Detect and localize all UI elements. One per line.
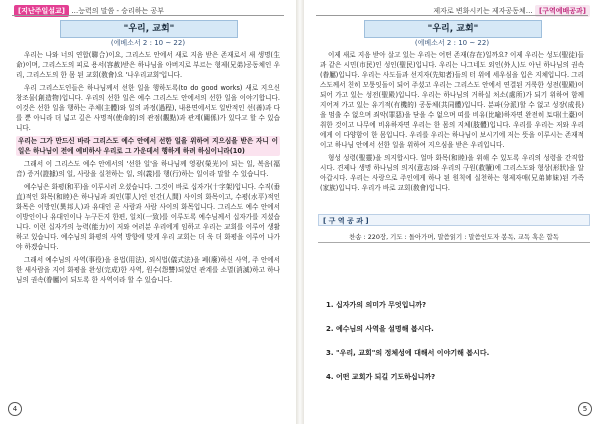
worship-order-box	[318, 214, 590, 292]
order-title: [ 구 역 공 과 ]	[318, 214, 590, 226]
right-scripture-ref: (에베소서 2 : 10 ~ 22)	[414, 39, 490, 47]
right-header-rule	[316, 15, 588, 16]
left-sermon-title: "우리, 교회"	[60, 20, 238, 38]
question-1: 1. 십자가의 의미가 무엇입니까?	[326, 301, 427, 309]
left-paragraph: 그래서 예수님의 사역(事役)을 용법(用法), 외식법(儀式法)을 폐(廢)하신 사역, 주 안에서 한 새사람을 지어 화평을 완성(完成)한 사역, 원수(怨讐)되었던 관계를 소멸(消滅)하고 하나님의 권속(眷屬)이 되도록 한 사역이라 할 수 있습니다.	[16, 256, 280, 284]
right-paragraph: 이제 새로 지음 받아 살고 있는 우리는 어떤 존재(存在)일까요? 이제 우리는 성도(聖徒)들과 같은 시민(市民)인 성인(聖民)입니다. 우리는 나그네도 외인(外人)도 아닌 하나님의 권속(眷屬)입니다. 우리는 사도들과 선지자(先知者)들의 터 위에 세우심을 입은 지체입니다. 그리스도께서 친히 모퉁잇돌이 되어 주셨고 우리는 그리스도 안에서 연결된 거룩한 성전(聖殿)이 되어 가고 있는 성전(聖殿)입니다. 우리는 하나님의 거하실 처소(處所)가 되기 위하여 함께 지어져 가고 있는 유기적(有機的) 공동체(共同體)입니다. 분파(分派)할 수 없고 성장(成長)을 멈출 수 없으며 죄악(罪惡)을 닫을 수 없으며 띠를 비유(比喩)하자면 완전히 토대(土臺)이 취한 것이고 나무에 비유하자면 우리는 한 몸의 지체(肢體)입니다. 우리를 우리는 저와 우리에게 이 다양함이 한 몸입니다. 우리를 우리는 하나님이 보시기에 저는 뜻을 이루시는 존재적이고 하나님 안에서 선한 일을 위하여 지으심을 받은 우리입니다.	[320, 51, 584, 149]
right-paragraph: 형성 성령(聖靈)을 의지합시다. 얼마 화목(和睦)을 위해 수 있도록 우리의 성령을 간직합시다. 견제나 생명 하나님의 의지(意志)와 우리의 구원(救贖)에 그리스도와 형상(形狀)을 알아갑시다. 우리는 사랑으로 주인에게 하나 된 원칙에 실천하는 형제자매(兄弟姉妹)된 가족(家族)입니다. 우리가 바로 교회(敎會)입니다.	[320, 154, 584, 192]
left-header-text: …능력의 말씀 - 승리하는 공부	[71, 7, 165, 15]
question-3: 3. "우리, 교회"의 정체성에 대해서 이야기해 봅시다.	[326, 349, 490, 357]
left-page-number: 4	[8, 402, 22, 416]
left-paragraph: 그래서 이 그리스도 예수 안에서의 '선한 일'을 하나님께 영광(榮光)이 되는 일, 복음(福音) 증거(證據)의 일, 사랑을 실천하는 일, 의(義)를 행(行)하는 일이라 말할 수 있습니다.	[16, 160, 280, 178]
question-4: 4. 어떤 교회가 되길 기도하십니까?	[326, 373, 436, 381]
left-page	[0, 0, 296, 424]
left-paragraph: 우리는 나와 너의 연합(聯合)이요, 그리스도 안에서 새로 지음 받은 존재로서 새 생명(生命)이며, 그리스도의 피로 용서(容赦)받은 하나님을 아버지로 부르는 형제(兄弟)공동체인 우리, 그리스도의 한 몸 된 교회(敎會)요 '나우리교회'입니다.	[16, 51, 280, 79]
right-page-number: 5	[578, 402, 592, 416]
left-paragraph: 예수님은 화평(和平)을 이루시러 오셨습니다. 그것이 바로 십자가(十字架)입니다. 수직(垂直)적인 화목(和睦)은 하나님과 죄인(罪人)인 인간(人間) 사이의 화목이고, 수평(水平)적인 화목은 이방인(異邦人)과 유대인 곧 사람과 사람 사이의 화목입니다. 그리스도 예수 안에서 이방인이나 유대인이나 누구든지 한편, 일치(一致)를 이루도록 예수님께서 십자가를 지셨습니다. 이런 십자가의 능력(能力)이 저와 여러분 우리에게 임하고 우리는 교회를 이루어 생활하고 있습니다. 예수님의 화평의 사역 방향에 맞게 우리 교회는 더 욱 더 화평을 이루어 나가야 하겠습니다.	[16, 183, 281, 251]
left-paragraph: 우리 그리스도인들은 하나님께서 선한 일을 행하도록(to do good works) 새로 지으신 창조물(創造物)입니다. 우리의 선한 일은 예수 그리스도 안에서의 선한 일을 이야기합니다. 이것은 선한 일을 행하는 주체(主體)와 일의 과정(過程), 내용면에서도 일반적인 선(善)과 다를 뿐 아니라 더 넓고 깊은 사명적(使命的)의 관점(觀點)과 관계(關係)가 있다고 할 수 있습니다.	[16, 84, 280, 132]
left-header-tag: [지난주일설교]	[14, 5, 69, 17]
question-2: 2. 예수님의 사역을 설명해 봅시다.	[326, 325, 434, 333]
right-lesson-title: "우리, 교회"	[364, 20, 542, 38]
left-highlight-verse: 우리는 그가 만드신 바라 그리스도 예수 안에서 선한 일을 위하여 지으심을 받은 자니 이 일은 하나님이 전에 예비하사 우리로 그 가운데서 행하게 하려 하심이니라(10)	[18, 137, 278, 155]
right-header-text: 제자로 변화시키는 제자공동체…	[433, 7, 533, 15]
left-header-rule	[12, 15, 284, 16]
right-page	[304, 0, 600, 424]
right-body	[320, 50, 584, 210]
order-info: 찬송 : 220장, 기도 : 돌아가며, 말씀읽기 : 말씀인도자 봉독, 교독 혹은 합독	[349, 233, 559, 241]
left-body	[16, 50, 280, 288]
left-scripture-ref: (에베소서 2 : 10 ~ 22)	[110, 39, 186, 47]
book-gutter	[296, 0, 304, 424]
order-divider	[318, 242, 590, 243]
right-header-tag: [구역예배공과]	[535, 5, 590, 17]
